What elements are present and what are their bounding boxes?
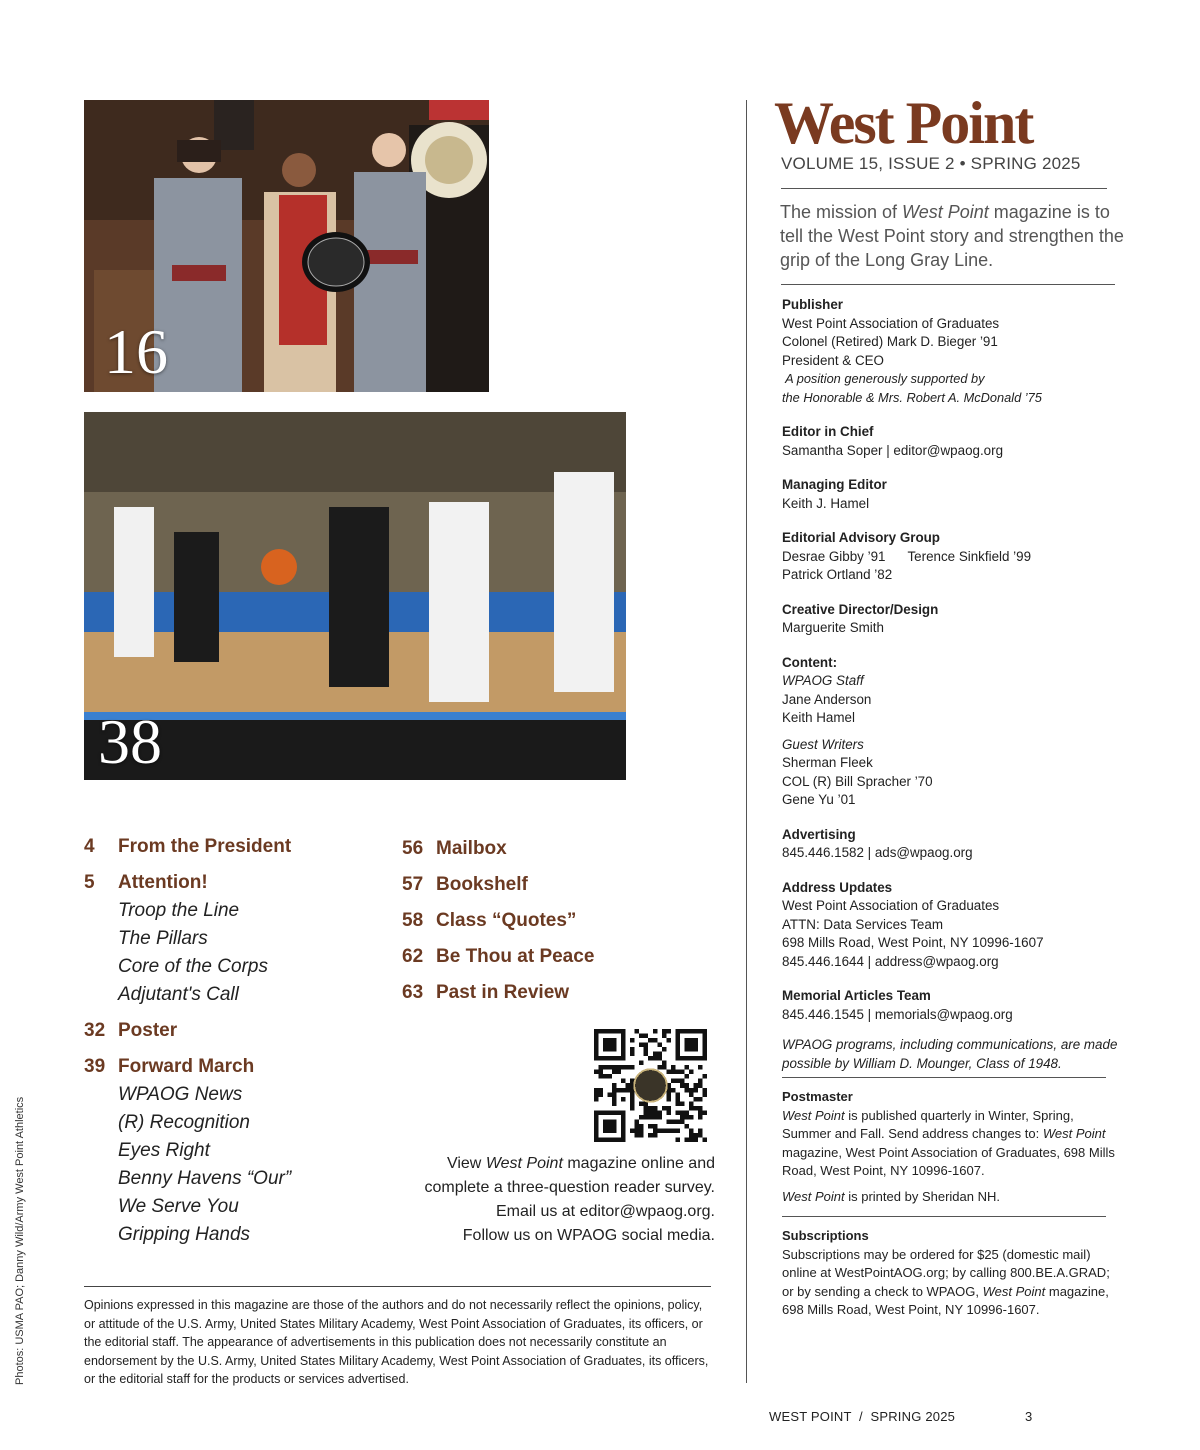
section-heading: Creative Director/Design: [782, 601, 939, 617]
toc-group: [84, 1017, 384, 1045]
section-heading: Content:: [782, 654, 838, 670]
toc-subentry[interactable]: Gripping Hands: [118, 1224, 251, 1245]
qr-code-icon[interactable]: [594, 1029, 707, 1142]
toc-group: [84, 1053, 384, 1249]
toc-page-number: 4: [84, 836, 95, 857]
staff-line: Marguerite Smith: [782, 620, 884, 635]
subscriptions-text: Subscriptions may be ordered for $25 (domestic mail) online at WestPointAOG.org; by calling 800.BE.A.GRAD; or by sending a check to WPAOG, West Point magazine, 698 Mills Road, West Point, NY 10996-1607.: [782, 1246, 1110, 1317]
section-heading: Publisher: [782, 297, 844, 312]
staff-line: ATTN: Data Services Team: [782, 916, 943, 932]
toc-page-number: 62: [402, 946, 424, 967]
toc-title: Forward March: [118, 1056, 255, 1077]
toc-page-number: 5: [84, 872, 95, 893]
toc-title: Poster: [118, 1020, 178, 1041]
staff-sublabel: WPAOG Staff: [782, 673, 864, 688]
toc-subentry[interactable]: Adjutant's Call: [118, 984, 239, 1005]
memorial-section: [782, 987, 1122, 1024]
staff-line: West Point Association of Graduates: [782, 315, 1000, 331]
programs-note: WPAOG programs, including communications, are made possible by William D. Mounger, Class of 1948.: [782, 1037, 1118, 1071]
publisher-section: [782, 296, 1122, 407]
toc-entry[interactable]: [402, 835, 722, 863]
issue-info: VOLUME 15, ISSUE 2 • SPRING 2025: [781, 154, 1081, 173]
staff-line: Samantha Soper | editor@wpaog.org: [782, 442, 1004, 458]
contact-email-line[interactable]: Email us at editor@wpaog.org.: [495, 1203, 715, 1220]
toc-entry[interactable]: [84, 1017, 384, 1045]
address-section: [782, 879, 1122, 972]
staff-line: COL (R) Bill Spracher ’70: [782, 773, 933, 789]
section-heading: Managing Editor: [782, 477, 887, 492]
toc-entry[interactable]: [402, 871, 722, 899]
staff-line: A position generously supported by: [782, 371, 985, 386]
column-divider: [746, 100, 747, 1383]
staff-line: 698 Mills Road, West Point, NY 10996-1607: [782, 935, 1044, 950]
photo-credit: Photos: USMA PAO; Danny Wild/Army West Point Athletics: [14, 1096, 26, 1385]
toc-page-number: 56: [402, 838, 424, 859]
section-heading: Editor in Chief: [782, 424, 874, 439]
toc-title: Attention!: [118, 872, 208, 893]
postmaster-section: [782, 1088, 1122, 1206]
staff-line: Gene Yu ’01: [782, 792, 856, 807]
staff-line: 845.446.1582 | ads@wpaog.org: [782, 845, 973, 860]
basketball-game-photo: [84, 412, 626, 780]
staff-line: 845.446.1545 | memorials@wpaog.org: [782, 1006, 1013, 1022]
contact-line: View West Point magazine online and: [446, 1155, 715, 1172]
section-heading: Subscriptions: [782, 1228, 869, 1243]
staff-line: West Point Association of Graduates: [782, 898, 1000, 913]
creative-section: [782, 601, 1122, 638]
staff-line: Desrae Gibby ’91 Terence Sinkfield ’99: [782, 548, 1032, 564]
toc-subentry[interactable]: Eyes Right: [118, 1140, 210, 1161]
toc-group: [84, 833, 384, 861]
toc-subentry[interactable]: Troop the Line: [118, 900, 240, 921]
section-heading: Postmaster: [782, 1089, 853, 1104]
divider: [782, 1077, 1106, 1078]
staff-line: 845.446.1644 | address@wpaog.org: [782, 953, 999, 969]
photo-page-number: 16: [104, 316, 168, 387]
toc-entry[interactable]: [84, 833, 384, 861]
toc-title: Class “Quotes”: [436, 910, 577, 931]
subscriptions-section: [782, 1227, 1122, 1320]
staff-line: Colonel (Retired) Mark D. Bieger ’91: [782, 334, 998, 349]
divider: [781, 284, 1115, 285]
toc-title: Be Thou at Peace: [436, 946, 595, 967]
folio-label: WEST POINT / SPRING 2025: [769, 1409, 956, 1424]
award-ceremony-photo: [84, 100, 489, 392]
contact-line: complete a three-question reader survey.: [424, 1179, 715, 1196]
toc-page-number: 32: [84, 1020, 106, 1041]
page-number: 3: [1025, 1409, 1033, 1424]
section-heading: Advertising: [782, 826, 856, 842]
disclaimer-text: Opinions expressed in this magazine are those of the authors and do not necessarily reflect the opinions, policy, or attitude of the U.S. Army, United States Military Academy, West Point Association of Graduates, its officers, or the editorial staff. The appearance of advertisements in this publication does not necessarily constitute an endorsement by the U.S. Army, United States Military Academy, West Point Association of Graduates, its officers, or the editorial staff for the products or services advertised.: [84, 1298, 709, 1386]
staff-sublabel: Guest Writers: [782, 736, 864, 752]
postmaster-text: West Point is printed by Sheridan NH.: [782, 1188, 1000, 1204]
divider: [782, 1216, 1106, 1217]
toc-title: Past in Review: [436, 982, 570, 1003]
contact-block: [400, 1152, 715, 1248]
toc-left-column: [84, 833, 384, 1257]
staff-line: Jane Anderson: [782, 691, 872, 707]
toc-right-column: [402, 835, 722, 1007]
toc-subentry[interactable]: WPAOG News: [118, 1084, 243, 1105]
toc-entry[interactable]: [402, 979, 722, 1007]
toc-page-number: 39: [84, 1056, 106, 1077]
contact-line: Follow us on WPAOG social media.: [462, 1227, 715, 1244]
divider: [84, 1286, 711, 1287]
section-heading: Memorial Articles Team: [782, 988, 931, 1003]
divider: [781, 188, 1107, 189]
toc-subentry[interactable]: Core of the Corps: [118, 956, 268, 977]
section-heading: Address Updates: [782, 879, 893, 895]
mission-statement: The mission of West Point magazine is to tell the West Point story and strengthen the grip of the Long Gray Line.: [780, 202, 1124, 270]
toc-entry[interactable]: [84, 1053, 384, 1081]
postmaster-text: West Point is published quarterly in Winter, Spring, Summer and Fall. Send address changes to: West Point magazine, West Point Association of Graduates, 698 Mills Road, West Point, NY 10996-1607.: [782, 1107, 1115, 1178]
toc-subentry[interactable]: (R) Recognition: [118, 1112, 250, 1133]
staff-listing: [782, 296, 1122, 1336]
managing-editor-section: [782, 476, 1122, 513]
toc-subentry[interactable]: Benny Havens “Our”: [118, 1168, 292, 1189]
toc-entry[interactable]: [402, 943, 722, 971]
staff-line: Sherman Fleek: [782, 755, 873, 770]
staff-line: Keith Hamel: [782, 710, 855, 725]
content-section: [782, 654, 1122, 810]
advertising-section: [782, 826, 1122, 863]
toc-entry[interactable]: [402, 907, 722, 935]
section-heading: Editorial Advisory Group: [782, 530, 940, 545]
toc-subentry[interactable]: We Serve You: [118, 1196, 239, 1217]
toc-subentry[interactable]: The Pillars: [118, 928, 208, 949]
toc-page-number: 57: [402, 874, 424, 895]
staff-line: Patrick Ortland ’82: [782, 567, 893, 582]
toc-title: From the President: [118, 836, 292, 857]
toc-entry[interactable]: [84, 869, 384, 897]
photo-page-number: 38: [98, 706, 162, 777]
toc-group: [84, 869, 384, 1009]
advisory-section: [782, 529, 1122, 585]
masthead-title: West Point: [774, 90, 1033, 156]
staff-line: the Honorable & Mrs. Robert A. McDonald ’75: [782, 389, 1042, 405]
toc-page-number: 58: [402, 910, 424, 931]
toc-title: Mailbox: [436, 838, 507, 859]
toc-page-number: 63: [402, 982, 424, 1003]
toc-title: Bookshelf: [436, 874, 528, 895]
editor-section: [782, 423, 1122, 460]
staff-line: President & CEO: [782, 352, 884, 368]
staff-line: Keith J. Hamel: [782, 495, 870, 511]
